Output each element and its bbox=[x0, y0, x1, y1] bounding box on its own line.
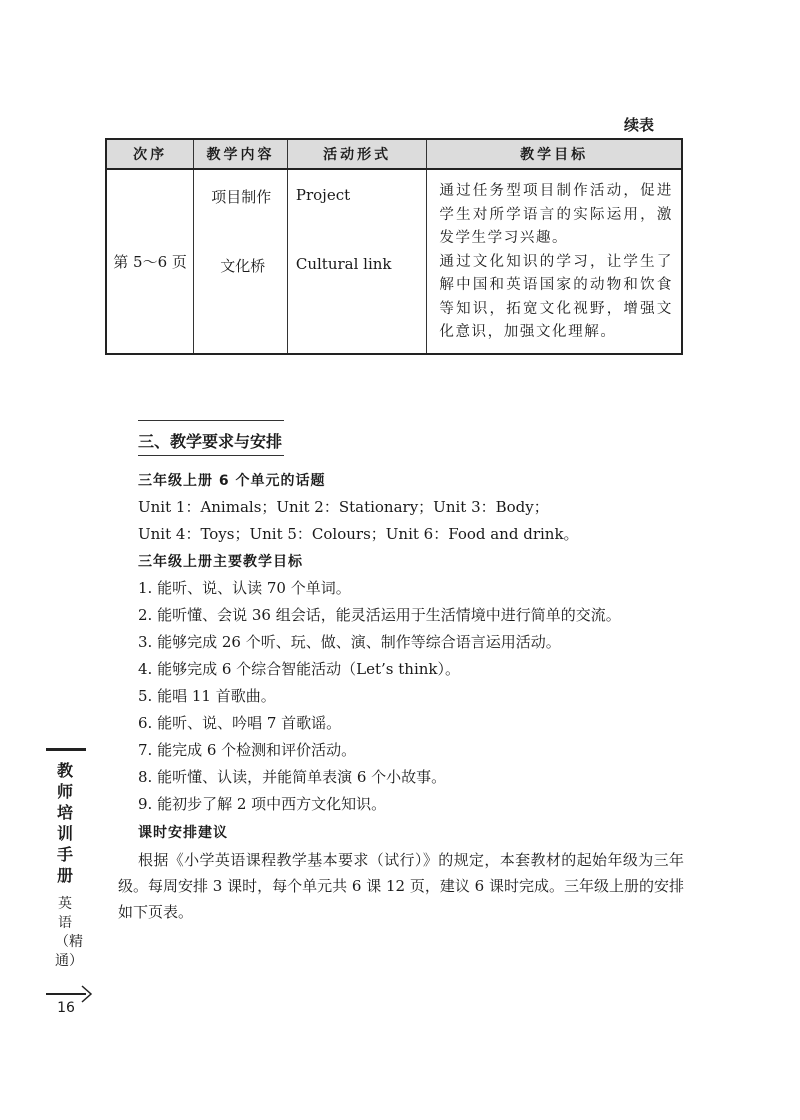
goal-cell bbox=[427, 169, 682, 354]
header-goal: 教学目标 bbox=[427, 139, 682, 169]
schedule-paragraph: 根据《小学英语课程教学基本要求（试行）》的规定，本套教材的起始年级为三年级。每周安排 3 课时，每个单元共 6 课 12 页，建议 6 课时完成。三年级上册的安排如下页表。 bbox=[118, 851, 684, 921]
topics-line: Unit 1：Animals；Unit 2：Stationary；Unit 3：Body； bbox=[138, 498, 549, 516]
section-rule-top bbox=[138, 420, 284, 421]
section-rule-bottom bbox=[138, 455, 284, 456]
header-form: 活动形式 bbox=[287, 139, 426, 169]
goal-item: 4. 能够完成 6 个综合智能活动（Let’s think）。 bbox=[138, 660, 460, 678]
table-row bbox=[106, 169, 682, 354]
content-item: 项目制作 bbox=[211, 188, 272, 206]
goals-heading: 三年级上册主要教学目标 bbox=[138, 554, 303, 570]
section-title: 三、教学要求与安排 bbox=[138, 432, 283, 451]
goal-item: 1. 能听、说、认读 70 个单词。 bbox=[138, 579, 351, 597]
topics-line: Unit 4：Toys；Unit 5：Colours；Unit 6：Food and drink。 bbox=[138, 525, 579, 543]
form-item: Cultural link bbox=[295, 255, 392, 273]
sidebar-book-title: 教师培训手册 bbox=[56, 761, 73, 885]
goal-item: 3. 能够完成 26 个听、玩、做、演、制作等综合语言运用活动。 bbox=[138, 633, 561, 651]
sidebar-rule-top bbox=[46, 748, 86, 751]
goal-item: 2. 能听懂、会说 36 组会话，能灵活运用于生活情境中进行简单的交流。 bbox=[138, 606, 621, 624]
topics-heading: 三年级上册 6 个单元的话题 bbox=[138, 473, 326, 489]
chevron-right-icon bbox=[80, 984, 94, 1004]
table-header-row bbox=[106, 139, 682, 169]
content-item: 文化桥 bbox=[220, 257, 266, 275]
goal-text: 通过任务型项目制作活动，促进学生对所学语言的实际运用，激发学生学习兴趣。 bbox=[439, 183, 673, 246]
goal-item: 9. 能初步了解 2 项中西方文化知识。 bbox=[138, 795, 387, 813]
goal-item: 5. 能唱 11 首歌曲。 bbox=[138, 687, 276, 705]
page-number: 16 bbox=[57, 1000, 75, 1016]
lesson-table bbox=[105, 138, 683, 355]
form-item: Project bbox=[295, 186, 351, 204]
content-cell bbox=[194, 169, 288, 354]
goal-text: 通过文化知识的学习，让学生了解中国和英语国家的动物和饮食等知识，拓宽文化视野，增强文化意识，加强文化理解。 bbox=[439, 253, 673, 340]
goal-item: 7. 能完成 6 个检测和评价活动。 bbox=[138, 741, 357, 759]
goal-item: 6. 能听、说、吟唱 7 首歌谣。 bbox=[138, 714, 342, 732]
form-cell bbox=[287, 169, 426, 354]
sidebar-subject: 英语（精通） bbox=[55, 896, 83, 969]
goal-item: 8. 能听懂、认读，并能简单表演 6 个小故事。 bbox=[138, 768, 447, 786]
continued-table-label: 续表 bbox=[624, 116, 655, 134]
schedule-heading: 课时安排建议 bbox=[138, 825, 228, 841]
order-cell: 第 5～6 页 bbox=[106, 169, 194, 354]
header-order: 次序 bbox=[106, 139, 194, 169]
header-content: 教学内容 bbox=[194, 139, 288, 169]
